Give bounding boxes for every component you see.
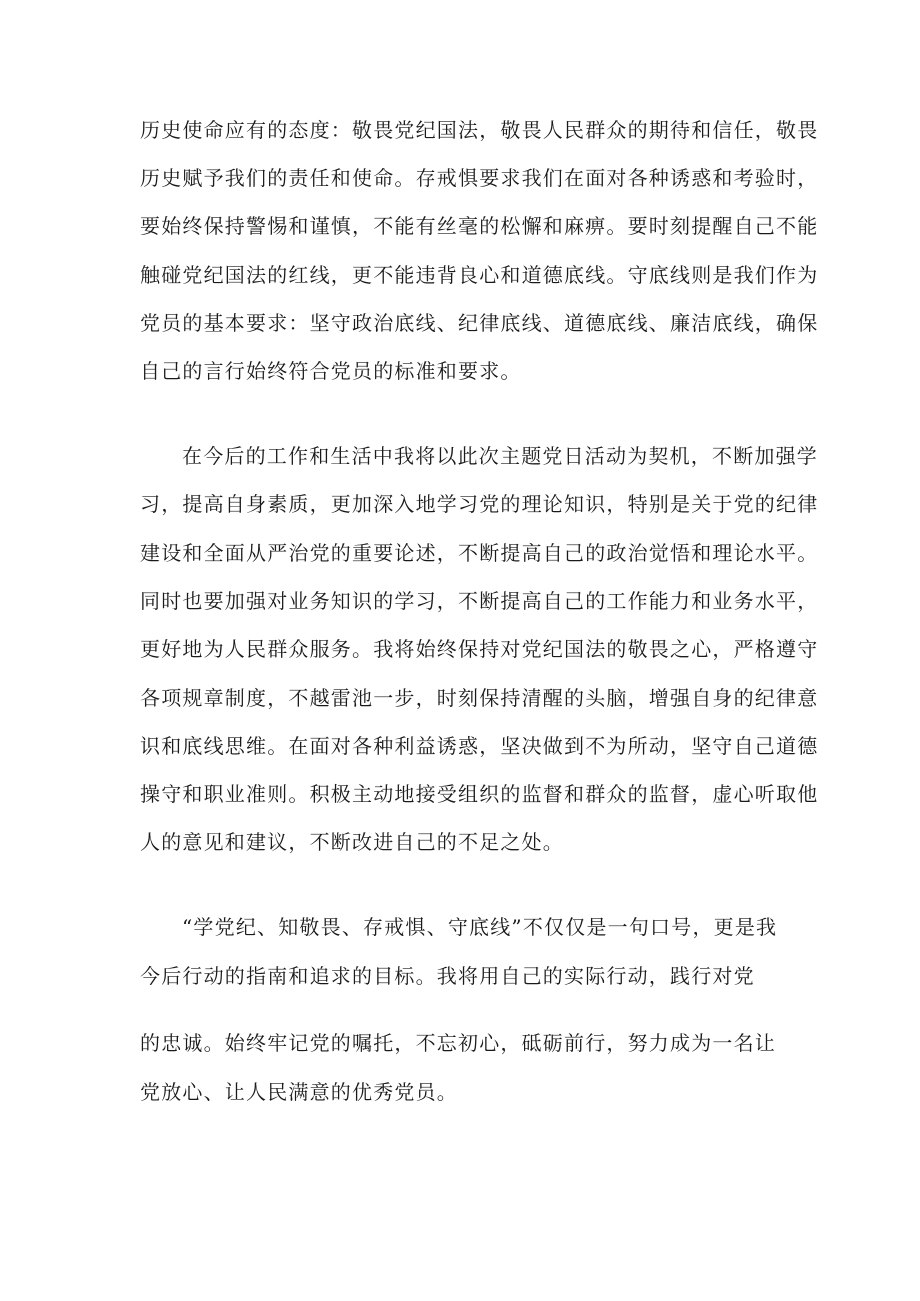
paragraph-1-line-5: 党员的基本要求：坚守政治底线、纪律底线、道德底线、廉洁底线，确保 xyxy=(140,311,819,335)
paragraph-1-line-2: 历史赋予我们的责任和使命。存戒惧要求我们在面对各种诱惑和考验时， xyxy=(140,166,819,190)
paragraph-2-line-1: 在今后的工作和生活中我将以此次主题党日活动为契机，不断加强学 xyxy=(182,444,818,468)
paragraph-2-line-7: 识和底线思维。在面对各种利益诱惑，坚决做到不为所动，坚守自己道德 xyxy=(140,734,819,758)
paragraph-2-line-6: 各项规章制度，不越雷池一步，时刻保持清醒的头脑，增强自身的纪律意 xyxy=(140,686,819,710)
paragraph-1-line-3: 要始终保持警惕和谨慎，不能有丝毫的松懈和麻痹。要时刻提醒自己不能 xyxy=(140,214,819,238)
paragraph-2-line-3: 建设和全面从严治党的重要论述，不断提高自己的政治觉悟和理论水平。 xyxy=(140,541,819,565)
paragraph-1-line-6: 自己的言行始终符合党员的标准和要求。 xyxy=(140,359,522,383)
paragraph-3-line-1: “学党纪、知敬畏、存戒惧、守底线”不仅仅是一句口号，更是我 xyxy=(182,915,778,939)
paragraph-2-line-5: 更好地为人民群众服务。我将始终保持对党纪国法的敬畏之心，严格遵守 xyxy=(140,637,819,661)
paragraph-3-line-4: 党放心、让人民满意的优秀党员。 xyxy=(140,1080,458,1104)
paragraph-2-line-2: 习，提高自身素质，更加深入地学习党的理论知识，特别是关于党的纪律 xyxy=(140,492,819,516)
paragraph-1-line-4: 触碰党纪国法的红线，更不能违背良心和道德底线。守底线则是我们作为 xyxy=(140,263,819,287)
paragraph-3-line-2: 今后行动的指南和追求的目标。我将用自己的实际行动，践行对党 xyxy=(140,964,755,988)
paragraph-2-line-8: 操守和职业准则。积极主动地接受组织的监督和群众的监督，虚心听取他 xyxy=(140,782,819,806)
paragraph-3-line-3: 的忠诚。始终牢记党的嘱托，不忘初心，砥砺前行，努力成为一名让 xyxy=(140,1031,776,1055)
paragraph-2-line-9: 人的意见和建议，不断改进自己的不足之处。 xyxy=(140,830,564,854)
paragraph-1-line-1: 历史使命应有的态度：敬畏党纪国法，敬畏人民群众的期待和信任，敬畏 xyxy=(140,118,819,142)
paragraph-2-line-4: 同时也要加强对业务知识的学习，不断提高自己的工作能力和业务水平， xyxy=(140,589,819,613)
